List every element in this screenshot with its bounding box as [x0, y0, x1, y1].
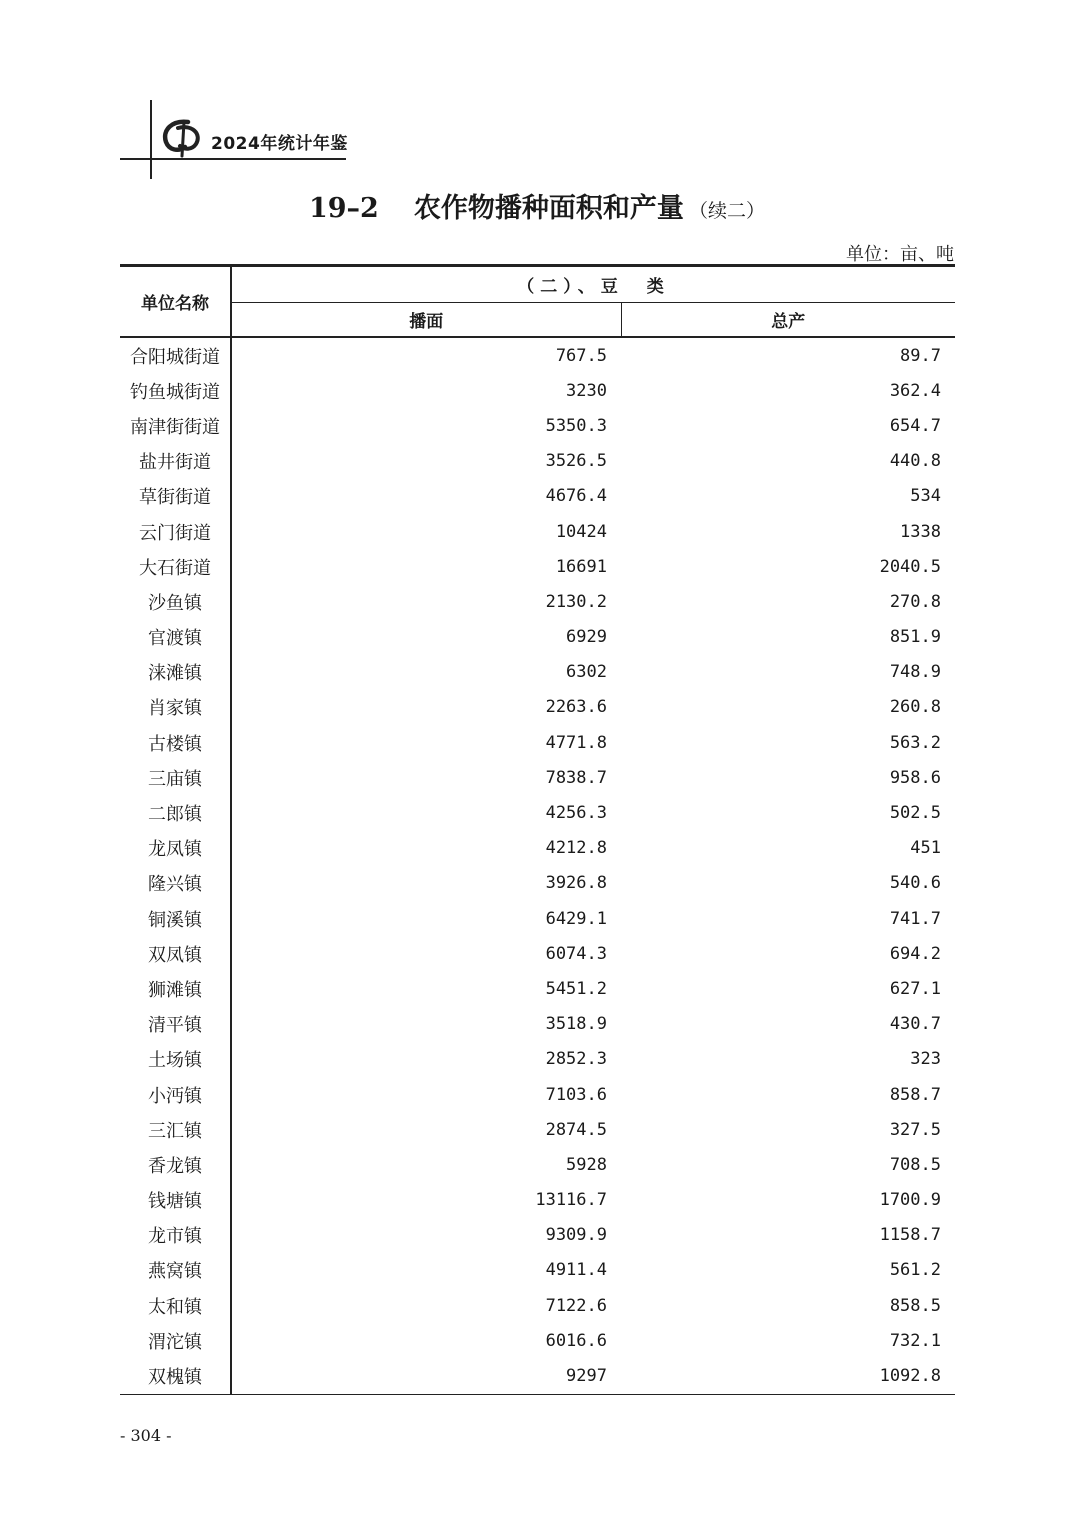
- row-output-cell: 451: [910, 838, 941, 859]
- table-row: [120, 1323, 955, 1358]
- table-number: 19–2: [308, 193, 379, 224]
- table-row: [120, 373, 955, 408]
- table-row: [120, 337, 955, 373]
- row-area-cell: 5451.2: [545, 978, 607, 999]
- table-title: 农作物播种面积和产量: [413, 193, 684, 224]
- row-name-cell: 龙市镇: [120, 1218, 231, 1253]
- row-output-cell: 1092.8: [621, 1358, 955, 1394]
- table-row: [120, 1253, 955, 1288]
- table-row: [120, 655, 955, 690]
- table-row: [120, 1183, 955, 1218]
- row-name-cell: 三庙镇: [120, 760, 231, 795]
- row-name-cell: 燕窝镇: [120, 1253, 231, 1288]
- row-name-cell: 草街街道: [120, 479, 231, 514]
- statistics-table: [120, 264, 955, 1395]
- yearbook-label: 2024年统计年鉴: [211, 134, 348, 154]
- row-name-cell: 香龙镇: [120, 1147, 231, 1182]
- continuation-note: （续二）: [689, 200, 766, 222]
- row-area-cell: 3526.5: [545, 451, 607, 472]
- table-row: [120, 1288, 955, 1323]
- column-header-unit-name: 单位名称: [120, 266, 231, 338]
- row-output-cell: 89.7: [900, 345, 941, 366]
- header-vertical-rule: [150, 100, 152, 179]
- row-area-cell: 6302: [566, 662, 607, 683]
- table-row: [120, 549, 955, 584]
- row-name-cell: 渭沱镇: [120, 1323, 231, 1358]
- table-row: [120, 1358, 955, 1394]
- row-output-cell: 563.2: [889, 732, 941, 753]
- row-output-cell: 851.9: [889, 627, 941, 648]
- row-output-cell: 1700.9: [879, 1190, 941, 1211]
- column-header-area: 播面: [231, 302, 621, 337]
- row-area-cell: 767.5: [555, 345, 607, 366]
- row-area-cell: 4911.4: [545, 1260, 607, 1281]
- row-area-cell: 3518.9: [545, 1014, 607, 1035]
- row-area-cell: 6074.3: [545, 943, 607, 964]
- row-area-cell: 6929: [566, 627, 607, 648]
- table-row: [120, 584, 955, 619]
- table-row: [120, 1147, 955, 1182]
- row-output-cell: 2040.5: [879, 556, 941, 577]
- row-output-cell: 1158.7: [879, 1225, 941, 1246]
- table-row: [120, 444, 955, 479]
- row-output-cell: 732.1: [889, 1330, 941, 1351]
- table-row: [120, 408, 955, 443]
- row-area-cell: 6429.1: [545, 908, 607, 929]
- column-header-output: 总产: [621, 302, 955, 337]
- row-output-cell: 561.2: [889, 1260, 941, 1281]
- row-output-cell: 534: [910, 486, 941, 507]
- table-row: [120, 514, 955, 549]
- table-row: [120, 1218, 955, 1253]
- row-area-cell: 9309.9: [545, 1225, 607, 1246]
- row-name-cell: 云门街道: [120, 514, 231, 549]
- row-name-cell: 南津街街道: [120, 408, 231, 443]
- row-name-cell: 铜溪镇: [120, 901, 231, 936]
- table-row: [120, 971, 955, 1006]
- row-output-cell: 502.5: [889, 803, 941, 824]
- row-area-cell: 7122.6: [545, 1295, 607, 1316]
- row-area-cell: 2263.6: [545, 697, 607, 718]
- yearbook-logo-icon: [158, 116, 206, 158]
- row-output-cell: 362.4: [889, 380, 941, 401]
- group-header-beans: （二）、豆 类: [231, 266, 955, 303]
- row-name-cell: 双凤镇: [120, 936, 231, 971]
- row-name-cell: 土场镇: [120, 1042, 231, 1077]
- page-title: [0, 186, 1074, 225]
- row-output-cell: 748.9: [889, 662, 941, 683]
- row-area-cell: 10424: [555, 521, 607, 542]
- row-area-cell: 5350.3: [545, 415, 607, 436]
- row-area-cell: 5928: [566, 1154, 607, 1175]
- row-name-cell: 肖家镇: [120, 690, 231, 725]
- row-area-cell: 9297: [231, 1358, 621, 1394]
- table-row: [120, 760, 955, 795]
- row-output-cell: 654.7: [889, 415, 941, 436]
- row-area-cell: 4676.4: [545, 486, 607, 507]
- row-area-cell: 2852.3: [545, 1049, 607, 1070]
- table-row: [120, 866, 955, 901]
- row-output-cell: 741.7: [889, 908, 941, 929]
- row-name-cell: 三汇镇: [120, 1112, 231, 1147]
- row-output-cell: 260.8: [889, 697, 941, 718]
- row-output-cell: 1338: [900, 521, 941, 542]
- row-output-cell: 430.7: [889, 1014, 941, 1035]
- row-area-cell: 16691: [555, 556, 607, 577]
- row-output-cell: 694.2: [889, 943, 941, 964]
- row-name-cell: 钓鱼城街道: [120, 373, 231, 408]
- row-output-cell: 858.5: [889, 1295, 941, 1316]
- row-name-cell: 小沔镇: [120, 1077, 231, 1112]
- row-area-cell: 3230: [566, 380, 607, 401]
- row-output-cell: 858.7: [889, 1084, 941, 1105]
- row-output-cell: 540.6: [889, 873, 941, 894]
- row-output-cell: 270.8: [889, 591, 941, 612]
- row-output-cell: 708.5: [889, 1154, 941, 1175]
- row-name-cell: 沙鱼镇: [120, 584, 231, 619]
- row-area-cell: 3926.8: [545, 873, 607, 894]
- table-row: [120, 1077, 955, 1112]
- row-name-cell: 二郎镇: [120, 795, 231, 830]
- table-row: [120, 1042, 955, 1077]
- row-output-cell: 627.1: [889, 978, 941, 999]
- table-row: [120, 1112, 955, 1147]
- page-number: - 304 -: [120, 1426, 172, 1445]
- row-name-cell: 合阳城街道: [120, 337, 231, 373]
- row-name-cell: 狮滩镇: [120, 971, 231, 1006]
- row-area-cell: 4256.3: [545, 803, 607, 824]
- row-area-cell: 2130.2: [545, 591, 607, 612]
- table-row: [120, 1007, 955, 1042]
- row-name-cell: 大石街道: [120, 549, 231, 584]
- row-name-cell: 涞滩镇: [120, 655, 231, 690]
- row-name-cell: 官渡镇: [120, 620, 231, 655]
- row-name-cell: 龙凤镇: [120, 831, 231, 866]
- row-area-cell: 13116.7: [535, 1190, 607, 1211]
- row-name-cell: 钱塘镇: [120, 1183, 231, 1218]
- row-name-cell: 古楼镇: [120, 725, 231, 760]
- table-row: [120, 479, 955, 514]
- table-row: [120, 831, 955, 866]
- header-horizontal-rule: [120, 158, 346, 160]
- table-row: [120, 620, 955, 655]
- row-name-cell: 双槐镇: [120, 1358, 231, 1394]
- row-name-cell: 太和镇: [120, 1288, 231, 1323]
- row-area-cell: 2874.5: [545, 1119, 607, 1140]
- row-name-cell: 盐井街道: [120, 444, 231, 479]
- row-area-cell: 7838.7: [545, 767, 607, 788]
- table-row: [120, 901, 955, 936]
- unit-label: 单位：亩、吨: [846, 244, 954, 265]
- row-output-cell: 323: [910, 1049, 941, 1070]
- row-area-cell: 4212.8: [545, 838, 607, 859]
- table-body: [120, 337, 955, 1394]
- row-output-cell: 440.8: [889, 451, 941, 472]
- table-row: [120, 725, 955, 760]
- row-area-cell: 6016.6: [545, 1330, 607, 1351]
- table-row: [120, 936, 955, 971]
- row-output-cell: 327.5: [889, 1119, 941, 1140]
- row-area-cell: 4771.8: [545, 732, 607, 753]
- row-area-cell: 7103.6: [545, 1084, 607, 1105]
- row-output-cell: 958.6: [889, 767, 941, 788]
- table-row: [120, 690, 955, 725]
- table-row: [120, 795, 955, 830]
- row-name-cell: 隆兴镇: [120, 866, 231, 901]
- row-name-cell: 清平镇: [120, 1007, 231, 1042]
